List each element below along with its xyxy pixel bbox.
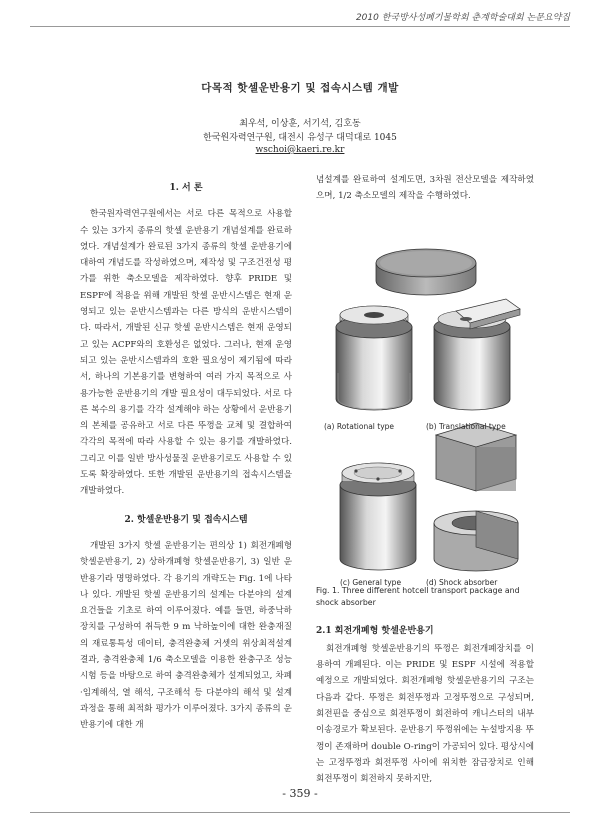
- figure-label-d: (d) Shock absorber: [426, 577, 498, 587]
- translational-type-drawing: [434, 299, 520, 410]
- page-number: - 359 -: [282, 787, 318, 800]
- subsection-2-1-heading: 2.1 회전개폐형 핫셀운반용기: [316, 625, 434, 636]
- left-column: [80, 172, 292, 734]
- intro-heading: 1. 서 론: [169, 183, 203, 193]
- right-column: [316, 172, 534, 788]
- figure-label-b: (b) Translational type: [426, 421, 506, 431]
- header-divider: [30, 26, 570, 27]
- paper-title: 다목적 핫셀운반용기 및 접속시스템 개발: [201, 82, 399, 94]
- conference-header: 2010 한국방사성폐기물학회 춘계학술대회 논문요약집: [355, 13, 570, 23]
- figure-1: [316, 223, 534, 587]
- subsection-2-1-paragraph: 회전개폐형 핫셀운반용기의 뚜껑은 회전개폐장치를 이용하여 개폐된다. 이는 PRIDE 및 ESPF 시설에 적용할 예정으로 개발되었다. 회전개폐형 핫셀운반용기의 구조는 다음과 같다. 뚜껑은 회전뚜껑과 고정뚜껑으로 구성되며, 회전핀을 중심으로 회전뚜껑이 회전하여 캐니스터의 내부이송경로가 확보된다. 운반용기 뚜껑위에는 누설방지용 뚜껑이 존재하며 double O-ring이 가공되어 있다. 평상시에는 고정뚜껑과 회전뚜껑 사이에 위치한 잠금장치로 인해 회전뚜껑이 회전하지 못하지만,: [316, 643, 534, 785]
- right-continuation-paragraph: 념설계를 완료하여 설계도면, 3차원 전산모델을 제작하였으며, 1/2 축소모델의 제작을 수행하였다.: [316, 175, 534, 202]
- paper-affiliation: 한국원자력연구원, 대전시 유성구 대덕대로 1045: [203, 133, 397, 143]
- intro-paragraph: 한국원자력연구원에서는 서로 다른 목적으로 사용할 수 있는 3가지 종류의 핫셀 운반용기 개념설계를 완료하였다. 개념설계가 완료된 3가지 종류의 핫셀 운반용기에 대하여 개념도를 작성하였으며, 제작성 및 구조건전성 평가를 위한 축소모델을 제작하였다. 향후 PRIDE 및 ESPF에 적용을 위해 개발된 핫셀 운반시스템은 현재 운영되고 있는 운반시스템과는 다른 방식의 운반시스템이다. 따라서, 개발된 신규 핫셀 운반시스템은 현재 운영되고 있는 ACPF와의 호환성은 없었다. 그러나, 현재 운영되고 있는 운반시스템과의 호환 필요성이 제기됨에 따라서, 하나의 기본용기를 변형하여 여러 가지 목적으로 사용가능한 운반용기의 개발 필요성이 대두되었다. 서로 다른 복수의 용기를 각각 설계해야 하는 상황에서 운반용기의 본체를 공유하고 서로 다른 뚜껑을 교체 및 결합하여 각각의 목적에 따라 사용할 수 있는 용기를 개발하였다. 그리고 이를 일반 방사성물질 운반용기로도 사용할 수 있도록 확장하였다. 또한 개발된 운반용기의 접속시스템을 개발하였다.: [80, 209, 292, 497]
- paper-authors: 최우석, 이상훈, 서기석, 김호동: [239, 119, 361, 129]
- cover-lid-drawing: [376, 249, 476, 295]
- general-type-drawing: [340, 463, 416, 570]
- footer-divider: [30, 812, 570, 813]
- shock-absorber-drawing: [434, 423, 518, 571]
- figure-label-a: (a) Rotational type: [324, 421, 395, 431]
- figure-1-illustration: [316, 223, 534, 583]
- section2-heading: 2. 핫셀운반용기 및 접속시스템: [124, 514, 248, 525]
- section2-paragraph: 개발된 3가지 핫셀 운반용기는 편의상 1) 회전개폐형 핫셀운반용기, 2) 상하개폐형 핫셀운반용기, 3) 일반 운반용기라 명명하였다. 각 용기의 개략도는 Fig. 1에 나타나 있다. 개발된 핫셀 운반용기의 설계는 다분야의 설계요건들을 기초로 하여 이루어졌다. 예를 들면, 하중낙하장치를 구성하여 취득한 9 m 낙하높이에 대한 완충재질의 재료통특성 데이터, 충격완충체 거셋의 위상최적설계 결과, 충격완충체 1/6 축소모델을 이용한 완충구조 성능시험 등을 바탕으로 하여 충격완충체가 설계되었고, 차폐·임계해석, 열 해석, 구조해석 등 다분야의 해석 및 설계과정을 통해 최적화 평가가 이루어졌다. 3가지 종류의 운반용기에 대한 개: [80, 540, 292, 731]
- rotational-type-drawing: [336, 306, 412, 410]
- author-email-link[interactable]: wschoi@kaeri.re.kr: [255, 145, 345, 155]
- figure-1-caption: Fig. 1. Three different hotcell transport package and shock absorber: [316, 585, 520, 607]
- figure-label-c: (c) General type: [340, 577, 402, 587]
